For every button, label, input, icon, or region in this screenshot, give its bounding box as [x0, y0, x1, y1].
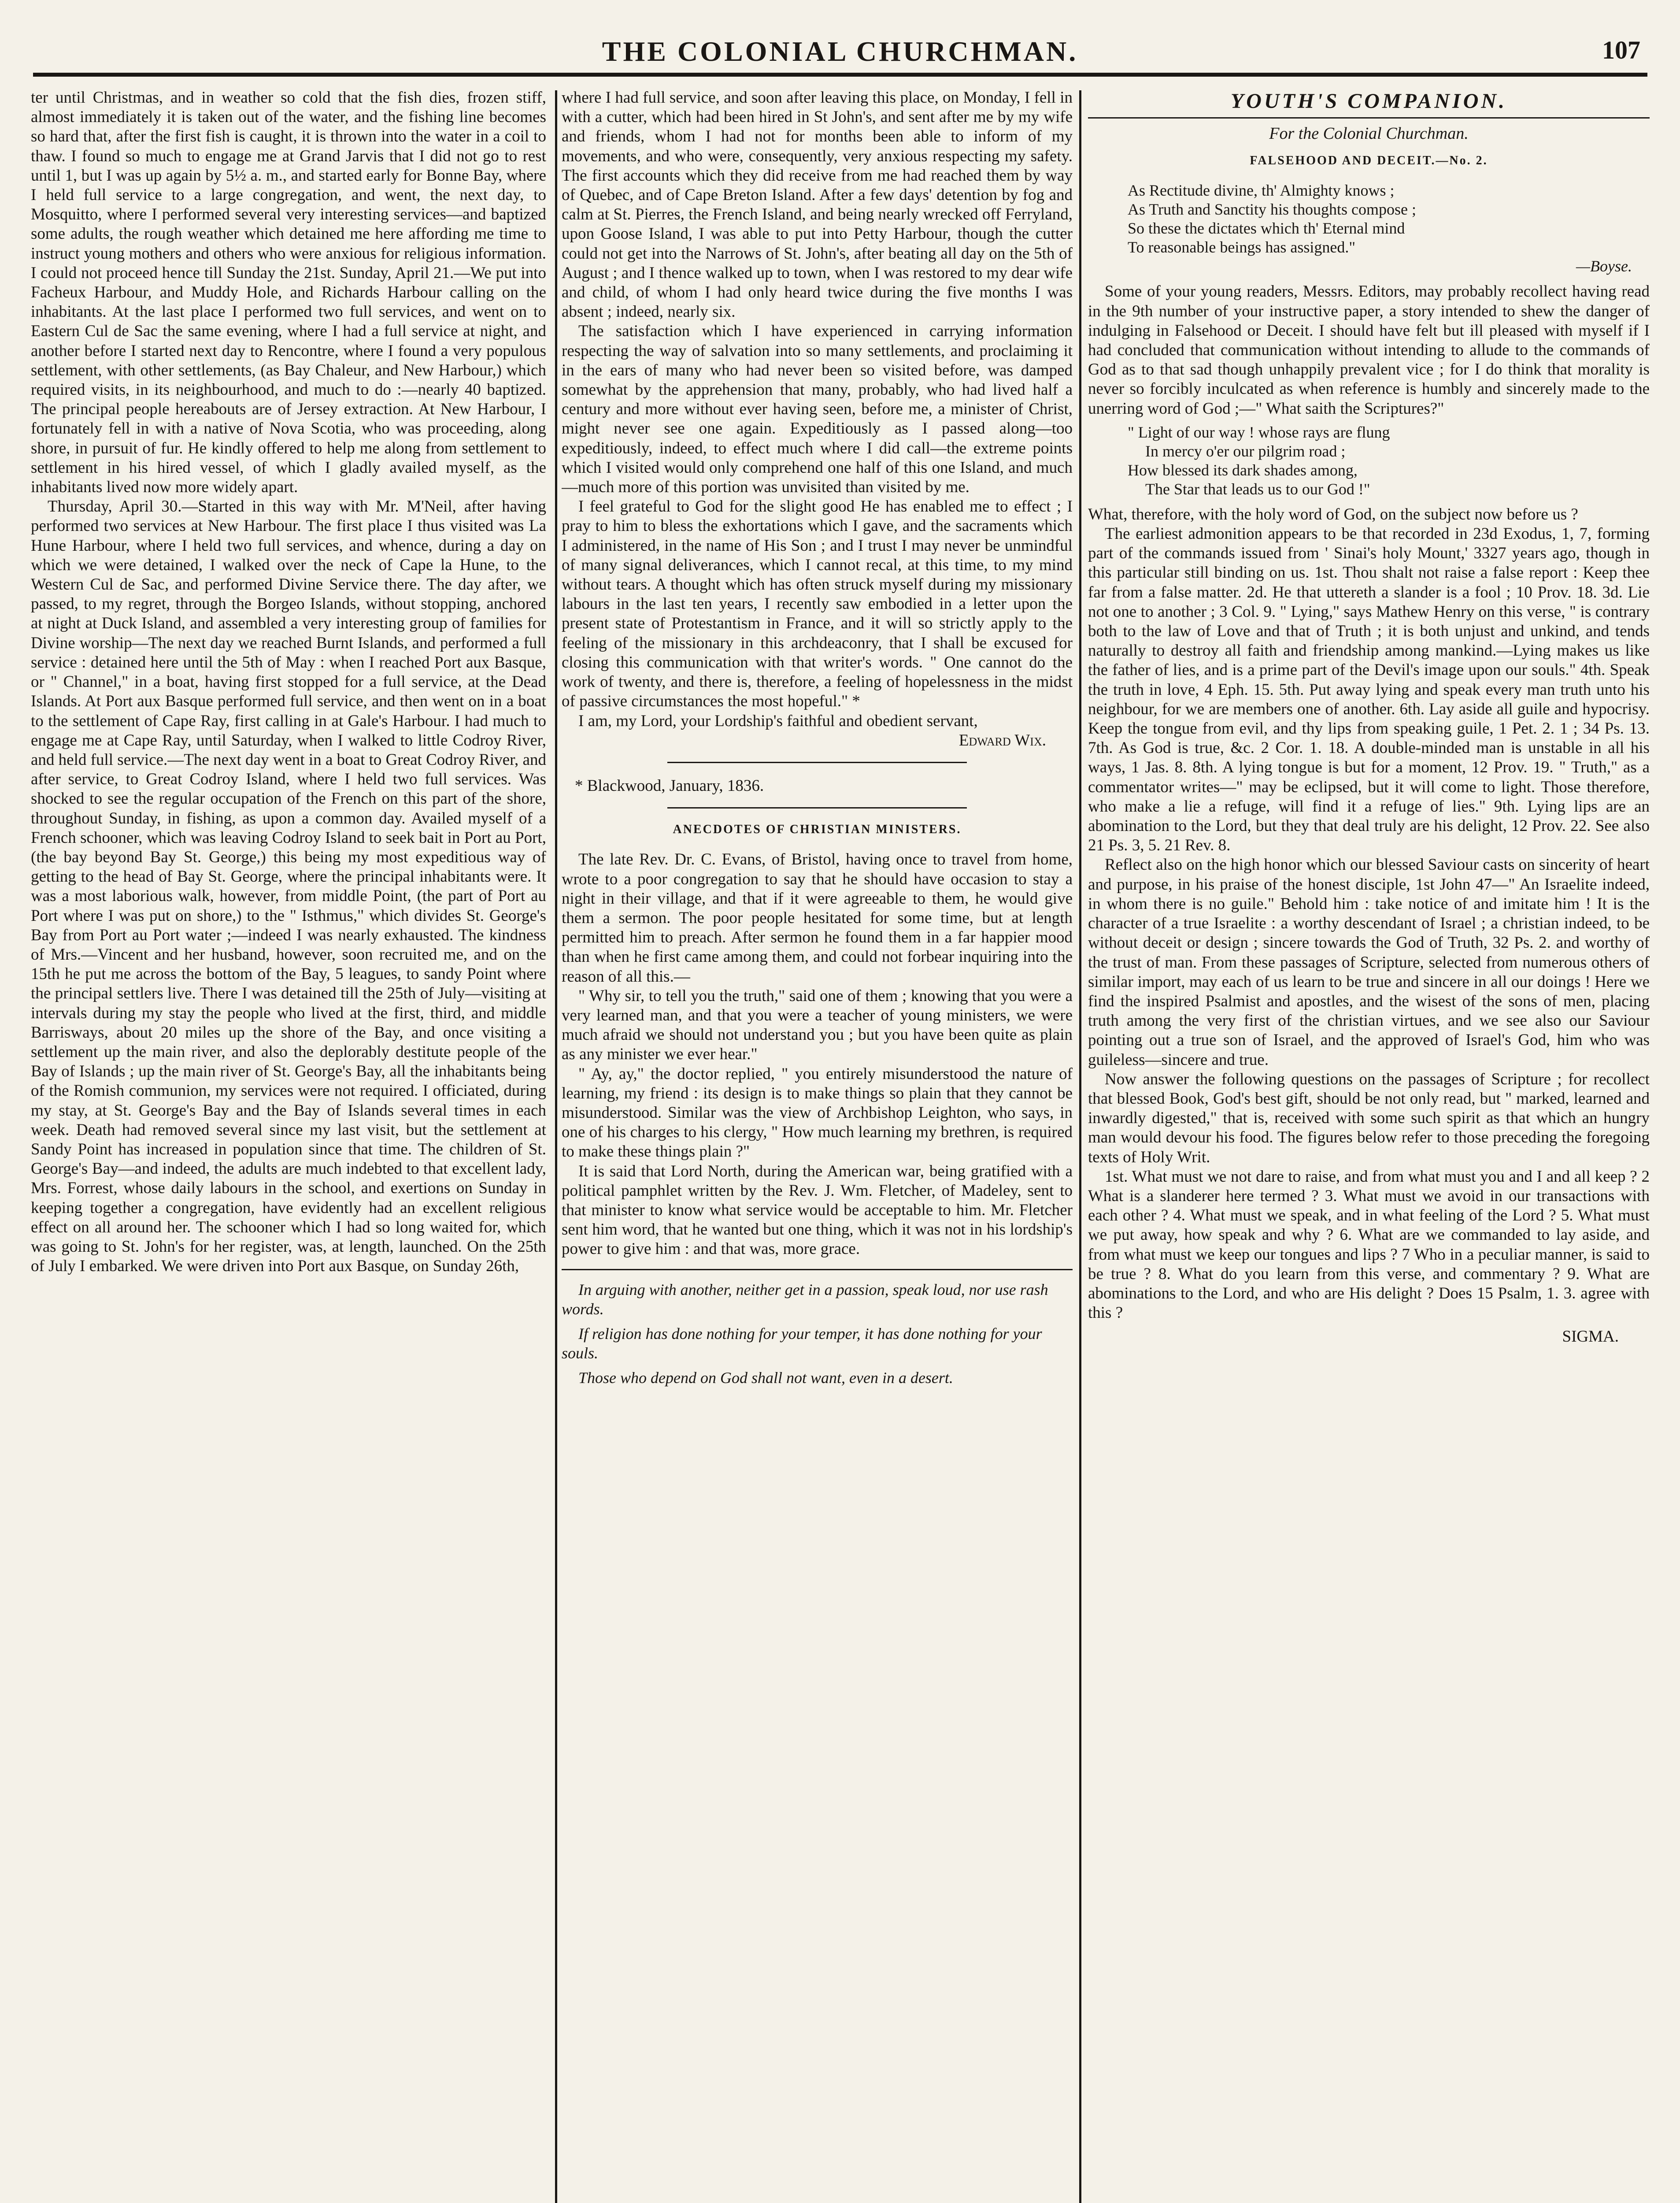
verse-attribution: —Boyse.: [1576, 257, 1632, 275]
column-divider-1: [555, 90, 557, 2203]
footnote: * Blackwood, January, 1836.: [575, 776, 764, 795]
verse-line: As Rectitude divine, th' Almighty knows ;: [1128, 182, 1395, 200]
page-number: 107: [1602, 36, 1640, 64]
verse-line: The Star that leads us to our God !": [1145, 480, 1370, 498]
verse-line: In mercy o'er our pilgrim road ;: [1145, 442, 1346, 460]
section-title: YOUTH'S COMPANION.: [1230, 89, 1507, 113]
paragraph: ter until Christmas, and in weather so cold that the fish dies, frozen stiff, almost immediately it is taken out of the water, and the fishing line becomes so hard that, after the first fish is caught, it is thrown into the water in a coil to thaw. I found so much to engage me at Grand Jarvis that I did not go to rest until 1, but I was up again by 5½ a. m., and started early for Bonne Bay, where I held full service to a large congregation, and went, the next day, to Mosquitto, where I performed several very interesting services—and baptized some adults, the rough weather which detained me here affording me time to instruct young mothers and others who were anxious for religious information. I could not proceed hence till Sunday the 21st. Sunday, April 21.—We put into Facheux Harbour, and Muddy Hole, and Richards Harbour calling on the inhabitants. At the last place I performed two full services, and went on to Eastern Cul de Sac the same evening, where I had a full service at night, and another before I started next day to Rencontre, where I found a very populous settlement, with other settlements, (as Bay Chaleur, and New Harbour,) which required visits, in its neighbourhood, and much to do :—nearly 40 baptized. The principal people hereabouts are of Jersey extraction. At New Harbour, I fortunately fell in with a native of Nova Scotia, who was proceeding, along shore, in pursuit of fur. He kindly offered to help me along from settlement to settlement in his hired vessel, of which I gladly availed myself, as the inhabitants lived now more widely apart.: [31, 89, 546, 497]
divider: [1088, 117, 1650, 119]
paragraph: The satisfaction which I have experienced in carrying information respecting the way of salvation into so many settlements, and proclaiming it in the ears of many who had never been so visited before, was damped somewhat by the apprehension that many, probably, who had lived half a century and more without ever having seen, before me, a minister of Christ, might never see one again. Expeditiously as I passed along—too expeditiously, indeed, to effect much where I did call—the extreme points which I visited would only comprehend one half of this one Island, and much—much more of this portion was unvisited than visited by me.: [562, 322, 1073, 497]
column-divider-2: [1079, 90, 1081, 2203]
paragraph: Some of your young readers, Messrs. Editors, may probably recollect having read in the 9th number of your instructive paper, a story intended to shew the danger of indulging in Falsehood or Deceit. I should have felt but ill pleased with myself if I had concluded that communication without intending to allude to the commands of God as to that sad though unhappily prevalent vice ; for I do think that morality is never so forcibly inculcated as when reference is humbly and sincerely made to the unerring word of God ;—" What saith the Scriptures?": [1088, 282, 1650, 418]
paragraph: " Ay, ay," the doctor replied, " you entirely misunderstood the nature of learning, my friend : its design is to make things so plain that they cannot be misunderstood. Similar was the view of Archbishop Leighton, who says, in one of his charges to his clergy, " How much learning my brethren, is required to make these things plain ?": [562, 1064, 1073, 1161]
column-2: [562, 88, 1073, 2203]
article-heading: FALSEHOOD AND DECEIT.—No. 2.: [1250, 154, 1488, 168]
maxim: Those who depend on God shall not want, even in a desert.: [578, 1369, 953, 1387]
verse-line: " Light of our way ! whose rays are flung: [1128, 423, 1390, 441]
paragraph: I feel grateful to God for the slight good He has enabled me to effect ; I pray to him to bless the exhortations which I gave, and the sacraments which I administered, in the name of His Son ; and I trust I may never be unmindful of many signal deliverances, which I cannot recal, at this time, to my mind without tears. A thought which has often struck myself during my missionary labours in the last ten years, I recently saw embodied in a letter upon the present state of Protestantism in France, and it will so strictly apply to the feeling of the missionary in this archdeaconry, that I shall be excused for closing this communication with that writer's words. " One cannot do the work of twenty, and there is, therefore, a feeling of hopelessness in the midst of passive circumstances the most hopeful." *: [562, 497, 1073, 711]
divider: [667, 762, 967, 763]
maxim: If religion has done nothing for your temper, it has done nothing for your souls.: [562, 1324, 1042, 1362]
paragraph: The late Rev. Dr. C. Evans, of Bristol, having once to travel from home, wrote to a poor congregation to say that he should have occasion to stay a night in their village, and that if it were agreeable to them, he would give them a sermon. The poor people hesitated for some time, but at length permitted him to preach. After sermon he found them in a far happier mood than when he first came among them, and could not forbear inquiring into the reason of all this.—: [562, 850, 1073, 986]
paragraph: " Why sir, to tell you the truth," said one of them ; knowing that you were a very learned man, and that you were a teacher of young ministers, we were much afraid we should not understand you ; but you have been quite as plain as any minister we ever hear.": [562, 987, 1073, 1064]
column-3: [1088, 88, 1650, 2203]
signoff: I am, my Lord, your Lordship's faithful and obedient servant,: [578, 712, 978, 730]
verse-line: So these the dictates which th' Eternal mind: [1128, 219, 1405, 237]
verse-line: To reasonable beings has assigned.": [1128, 238, 1356, 256]
paragraph: Reflect also on the high honor which our blessed Saviour casts on sincerity of heart and purpose, in his praise of the honest disciple, 1st John 47—" An Israelite indeed, in whom there is no guile." Behold him : take notice of and imitate him ! It is the character of a true Israelite : a worthy descendant of Israel ; a christian indeed, to be without deceit or design ; sincere towards the God of Truth, 32 Ps. 2. and worthy of the trust of man. From these passages of Scripture, selected from numerous others of similar import, may each of us learn to be true and sincere in all our doings ! Here we find the inspired Psalmist and apostles, and the wisest of the sons of men, placing truth among the very first of the christian virtues, and we see also our Saviour pointing out a true son of Israel, and the approved of Israel's God, him who was guileless—sincere and true.: [1088, 856, 1650, 1069]
paragraph: What, therefore, with the holy word of God, on the subject now before us ?: [1088, 505, 1578, 523]
paragraph: 1st. What must we not dare to raise, and from what must you and I and all keep ? 2 What is a slanderer here termed ? 3. What must we avoid in our transactions with each other ? 4. What must we speak, and in what feeling of the Lord ? 5. What must we put away, how speak and why ? 6. What are we commanded to lay aside, and from what must we keep our tongues and lips ? 7 Who in a peculiar manner, is said to be true ? 8. What do you learn from this verse, and commentary ? 9. What are abominations to the Lord, and who are His delight ? Does 15 Psalm, 1. 3. agree with this ?: [1088, 1167, 1650, 1322]
maxim: In arguing with another, neither get in a passion, speak loud, nor use rash words.: [562, 1280, 1048, 1318]
divider: [562, 1269, 1073, 1270]
paragraph: Thursday, April 30.—Started in this way with Mr. M'Neil, after having performed two services at New Harbour. The first place I thus visited was La Hune Harbour, where I held two full services, and whence, during a day on which we were detained, I walked over the neck of Cape la Hune, to the Western Cul de Sac, and performed Divine Service there. The day after, we passed, to my regret, through the Borgeo Islands, without stopping, anchored at night at Duck Island, and assembled a very interesting group of families for Divine worship—The next day we reached Burnt Islands, and performed a full service : detained here until the 5th of May : when I reached Port aux Basque, or " Channel," in a boat, having first stopped for a full service, at the Dead Islands. At Port aux Basque performed full service, and then went on in a boat to the settlement of Cape Ray, first calling in at Gale's Harbour. I had much to engage me at Cape Ray, until Saturday, when I walked to little Codroy River, and held full service.—The next day went in a boat to Great Codroy River, and after service, to Great Codroy Island, where I held two full services. Was shocked to see the regular occupation of the French on this part of the shore, throughout Sunday, in fishing, as upon a common day. Availed myself of a French schooner, which was leaving Codroy Island to seek bait in Port au Port, (the bay beyond Bay St. George,) this being my most expeditious way of getting to the head of Bay St. George, where the principal inhabitants were. It was a most laborious walk, however, from middle Point, (the part of Port au Port where I was put on shore,) to the " Isthmus," which divides St. George's Bay from Port au Port water ;—indeed I was nearly exhausted. The kindness of Mrs.—Vincent and her husband, however, soon recruited me, and on the 15th he put me across the bottom of the Bay, 5 leagues, to sandy Point where the principal settlers live. There I was detained till the 25th of July—visiting at intervals during my stay the people who lived at the first, third, and middle Barrisways, about 20 miles up the shore of the Bay, and once visiting a settlement up the main river, and also the deplorably destitute people of the Bay of Islands ; up the main river of St. George's Bay, all the inhabitants being of the Romish communion, my services were not required. I officiated, during my stay, at St. George's Bay and the Bay of Islands several times in each week. Death had removed several since my last visit, but the settlement at Sandy Point has increased in population since that time. The children of St. George's Bay—and indeed, the adults are much indebted to that excellent lady, Mrs. Forrest, whose daily labours in the school, and exertions on Sunday in keeping together a congregation, have evidently had an excellent religious effect on all around her. The schooner which I had so long waited for, which was going to St. John's for her register, was, at length, launched. On the 25th of July I embarked. We were driven into Port aux Basque, on Sunday 26th,: [31, 497, 546, 1276]
verse-block: [1128, 423, 1650, 499]
masthead: [35, 31, 1645, 79]
section-subtitle: For the Colonial Churchman.: [1269, 124, 1469, 143]
paragraph: The earliest admonition appears to be that recorded in 23d Exodus, 1, 7, forming part of the commands issued from ' Sinai's holy Mount,' 3327 years ago, though in this particular still binding on us. 1st. Thou shalt not raise a false report : Keep thee far from a false matter. 2d. He that uttereth a slander is a fool ; 10 Prov. 18. 3d. Lie not one to another ; 3 Col. 9. " Lying," says Mathew Henry on this verse, " is contrary both to the law of Love and that of Truth ; it is both unjust and unkind, and tends naturally to destroy all faith and friendship among mankind.—Lying makes us like the father of lies, and is a prime part of the Devil's image upon our souls." 4th. Speak the truth in love, 4 Eph. 15. 5th. Put away lying and speak every man truth unto his neighbour, for we are members one of another. 6th. Lay aside all guile and hypocrisy. Keep the tongue from evil, and thy lips from speaking guile, 1 Pet. 2. 1 ; 34 Ps. 13. 7th. As God is true, &c. 2 Cor. 1. 18. A double-minded man is unstable in all his ways, 1 Jas. 8. 8th. A lying tongue is but for a moment, 12 Prov. 19. " Truth," as a commentator writes—" may be eclipsed, but it will come to light. Those therefore, who make a lie a refuge, will find it a refuge of lies." 9th. Lying lips are an abomination to the Lord, but they that deal truly are his delight, 12 Prov. 22. See also 21 Ps. 3, 5. 21 Rev. 8.: [1088, 525, 1650, 855]
paragraph: where I had full service, and soon after leaving this place, on Monday, I fell in with a cutter, which had been hired in St John's, and sent after me by my wife and friends, whom I had not for months been able to inform of my movements, and who were, consequently, very anxious respecting my safety. The first accounts which they did receive from me had reached them by way of Quebec, and of Cape Breton Island. After a few days' detention by fog and calm at St. Pierres, the French Island, and being nearly wrecked off Ferryland, upon Goose Island, I was able to put into Petty Harbour, though the cutter could not get into the Narrows of St. John's, after beating all day on the 5th of August ; and I thence walked up to town, when I was restored to my dear wife and child, of whom I had only heard twice during the five months I was absent ; indeed, nearly six.: [562, 89, 1073, 321]
paragraph: Now answer the following questions on the passages of Scripture ; for recollect that blessed Book, God's best gift, should be not only read, but " marked, learned and inwardly digested," that is, received with some such spirit as that which an hungry man would devour his food. The figures below refer to those preceding the foregoing texts of Holy Writ.: [1088, 1070, 1650, 1166]
masthead-rule: [33, 73, 1647, 77]
signature: Edward Wix.: [958, 731, 1046, 749]
closing-signature: SIGMA.: [1562, 1328, 1619, 1346]
column-1: [31, 88, 546, 2203]
verse-line: How blessed its dark shades among,: [1128, 461, 1358, 479]
verse-block: [1128, 181, 1650, 276]
paragraph: It is said that Lord North, during the American war, being gratified with a political pamphlet written by the Rev. J. Wm. Fletcher, of Madeley, sent to that minister to know what service would be acceptable to him. Mr. Fletcher sent him word, that he wanted but one thing, which it was not in his lordship's power to give him : and that was, more grace.: [562, 1162, 1073, 1258]
verse-line: As Truth and Sanctity his thoughts compose ;: [1128, 200, 1417, 219]
newspaper-title: THE COLONIAL CHURCHMAN.: [602, 36, 1078, 67]
section-heading: ANECDOTES OF CHRISTIAN MINISTERS.: [673, 823, 962, 837]
divider: [667, 807, 967, 809]
